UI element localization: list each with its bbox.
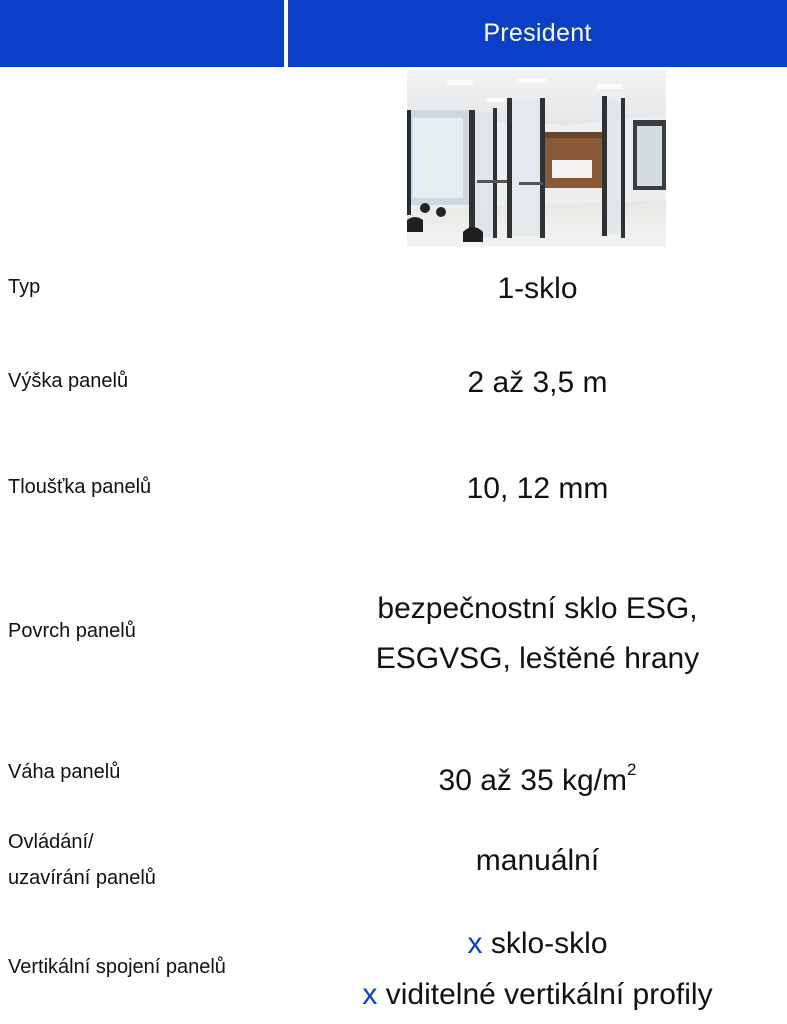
product-header (288, 0, 787, 67)
row-value-tloustka: 10, 12 mm (466, 472, 609, 505)
row-value-spojeni-line2 (288, 970, 787, 1020)
row-value-spojeni-line1 (288, 919, 787, 969)
product-photo (407, 70, 666, 247)
row-value-povrch-line2: ESGVSG, leštěné hrany (375, 642, 700, 675)
row-label-vaha: Váha panelů (8, 761, 121, 783)
bullet-x: x (362, 978, 378, 1011)
row-value-typ: 1-sklo (497, 272, 578, 305)
row-label-povrch: Povrch panelů (8, 620, 136, 642)
bullet-x: x (467, 927, 483, 960)
row-value-povrch-line1: bezpečnostní sklo ESG, (377, 592, 698, 625)
row-value-spojeni-text2: viditelné vertikální profily (385, 978, 713, 1011)
row-label-vyska: Výška panelů (8, 370, 129, 392)
row-value-vaha (288, 749, 787, 806)
row-value-vaha-exponent: 2 (626, 760, 637, 779)
row-value-vaha-text: 30 až 35 kg/m (438, 764, 627, 797)
row-value-spojeni-text1: sklo-sklo (490, 927, 608, 960)
row-label-typ: Typ (8, 276, 41, 298)
row-label-tloustka: Tloušťka panelů (8, 476, 152, 498)
row-value-ovladani: manuální (475, 844, 600, 877)
product-name: President (483, 19, 592, 47)
row-label-ovladani-line1: Ovládání/ (8, 831, 94, 853)
header-empty-cell (0, 0, 284, 67)
row-value-vyska: 2 až 3,5 m (467, 366, 608, 399)
row-label-spojeni: Vertikální spojení panelů (8, 956, 226, 978)
row-label-ovladani-line2: uzavírání panelů (8, 867, 156, 889)
